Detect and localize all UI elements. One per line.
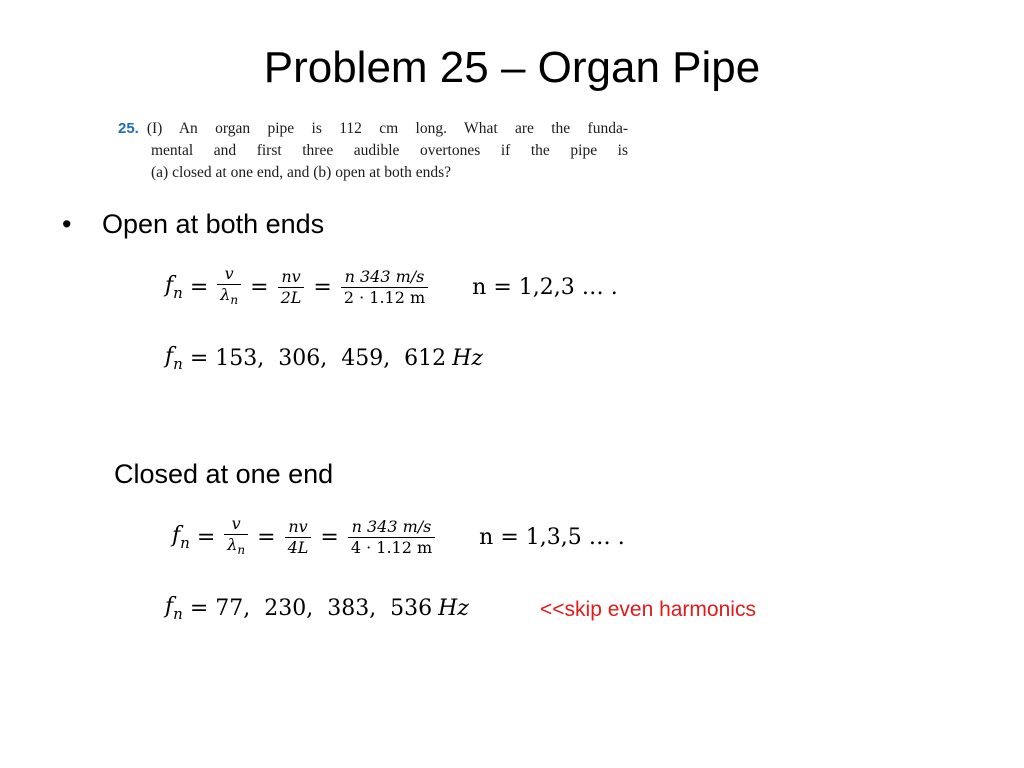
- closed-result-unit: Hz: [438, 596, 469, 621]
- open-heading: Open at both ends: [102, 209, 325, 239]
- closed-heading: Closed at one end: [114, 459, 334, 489]
- bullet-open-both-ends: [62, 204, 324, 244]
- fraction-v-over-lambda: $\frac{v}{\lambda_n}$: [217, 264, 241, 310]
- fraction-numeric-open: $\frac{n 343 m/s}{2 \cdot 1.12 m}$: [341, 267, 428, 308]
- fraction-nv-over-2l: $\frac{nv}{2L}$: [278, 267, 305, 308]
- fraction-nv-over-4l: $\frac{nv}{4L}$: [285, 517, 312, 558]
- bullet-dot-icon: •: [62, 209, 72, 239]
- open-n-range: n = 1,2,3 … .: [472, 274, 618, 300]
- closed-result-values: 77, 230, 383, 536: [215, 596, 433, 621]
- slide-title: Problem 25 – Organ Pipe: [263, 43, 761, 92]
- problem-text-image: [118, 118, 628, 184]
- skip-even-harmonics-note: <<skip even harmonics: [540, 598, 756, 621]
- open-result-values: 153, 306, 459, 612: [215, 346, 447, 371]
- problem-line-2: mental and first three audible overtones if the pipe is: [151, 142, 628, 159]
- problem-number: 25.: [118, 120, 139, 137]
- open-formula: $f_n$ = $\frac{v}{\lambda_n}$ = $\frac{nv}{2L}$ = $\frac{n 343 m/s}{2 \cdot 1.12 m}$ n = 1,2,3 … .: [165, 264, 618, 310]
- closed-result: $f_n$ = 77, 230, 383, 536 Hz: [165, 594, 469, 623]
- closed-n-range: n = 1,3,5 … .: [479, 524, 625, 550]
- problem-line-3: (a) closed at one end, and (b) open at both ends?: [151, 164, 451, 181]
- problem-line-1: 25. (I) An organ pipe is 112 cm long. What are the funda-: [118, 120, 628, 137]
- fraction-v-over-lambda-closed: $\frac{v}{\lambda_n}$: [224, 514, 248, 560]
- closed-formula: $f_n$ = $\frac{v}{\lambda_n}$ = $\frac{nv}{4L}$ = $\frac{n 343 m/s}{4 \cdot 1.12 m}$ n = 1,3,5 … .: [172, 514, 625, 560]
- open-result: $f_n$ = 153, 306, 459, 612 Hz: [165, 344, 483, 373]
- open-result-unit: Hz: [452, 346, 483, 371]
- fraction-numeric-closed: $\frac{n 343 m/s}{4 \cdot 1.12 m}$: [348, 517, 435, 558]
